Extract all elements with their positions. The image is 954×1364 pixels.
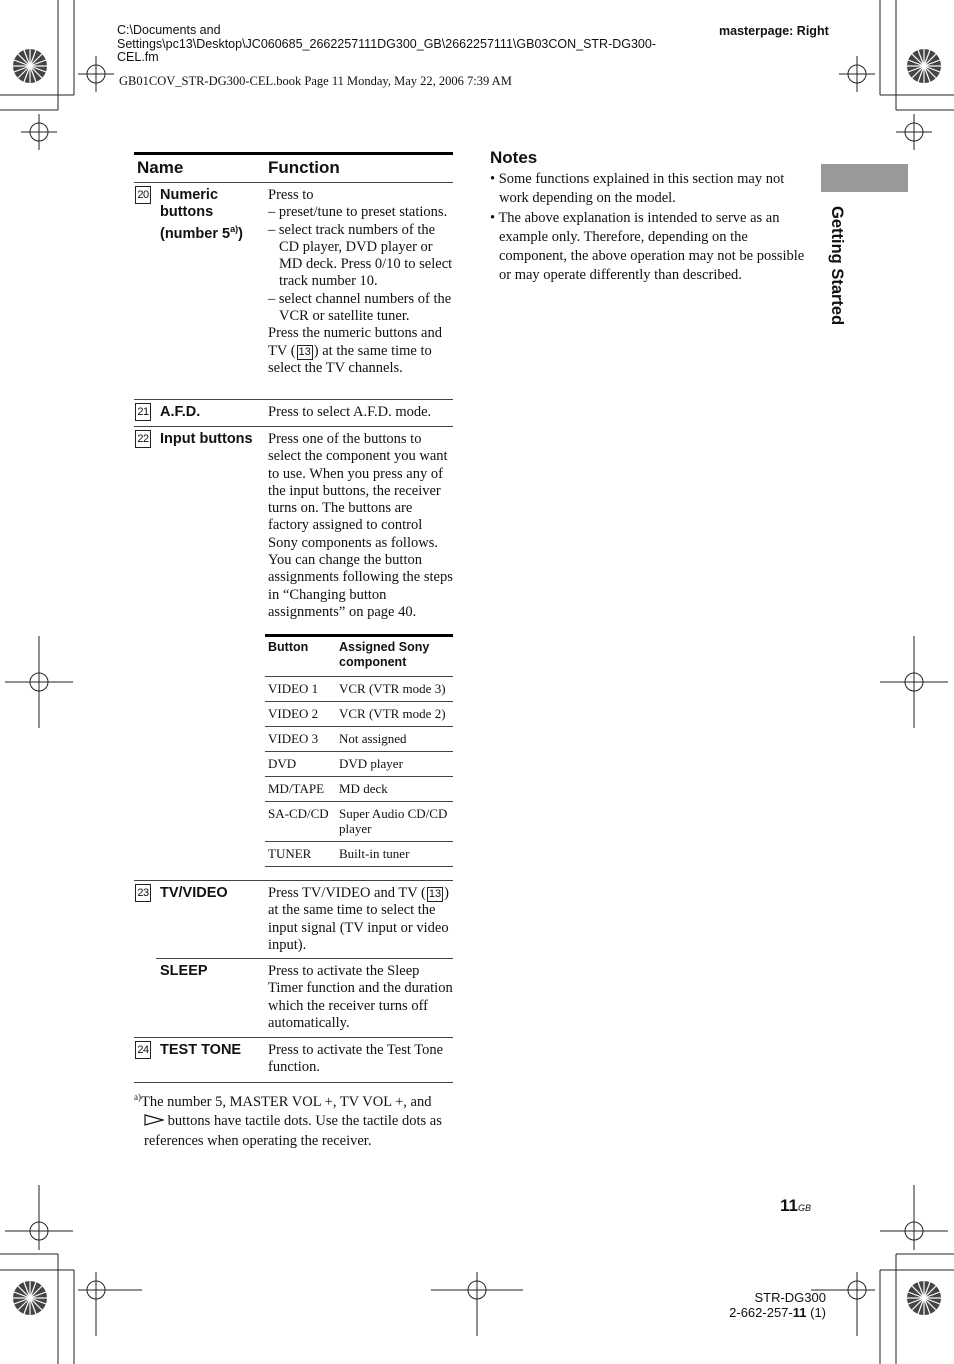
play-triangle-icon [144,1114,164,1126]
page-number: 11GB [780,1196,811,1215]
divider [265,776,453,777]
row-function-input-buttons: Press one of the buttons to select the component you want to use. When you press any of the input buttons, the receiver turns on. The buttons are factory assigned to control Sony components as follows. You can change the button assignments following the steps in “Changing button assignments” on page 40. [268,431,453,620]
divider [156,958,453,959]
divider [265,841,453,842]
ref-box: 13 [428,888,442,900]
row-number: 21 [135,403,151,421]
divider [134,426,453,427]
row-function-numeric-buttons: Press to – preset/tune to preset stations. – select track numbers of the CD player, DVD player or MD deck. Press 0/10 to select track number 10. – select channel numbers of the VCR or satellite tuner. Press the numeric buttons and TV ( 13 ) at the same time to select the TV channels. [268,187,453,376]
row-name-input-buttons: Input buttons [160,431,253,447]
model-info: STR-DG300 2-662-257-11 (1) [729,1290,826,1320]
subtable-header-component: Assigned Sony component [339,640,430,669]
row-number: 24 [135,1041,151,1059]
row-function-test-tone: Press to activate the Test Tone function. [268,1042,444,1076]
subtable-cell-component: MD deck [339,781,388,796]
target-top-left [78,56,114,92]
subtable-top-rule [265,634,453,637]
divider [265,676,453,677]
divider [265,751,453,752]
row-number: 22 [135,430,151,448]
row-function-tv-video: Press TV/VIDEO and TV ( 13 ) at the same time to select the input signal (TV input or video input). [268,885,449,953]
row-number: 23 [135,884,151,902]
divider [265,701,453,702]
divider [265,801,453,802]
section-tab-label: Getting Started [828,206,846,326]
subtable-cell-component: Not assigned [339,731,407,746]
subtable-cell-component: VCR (VTR mode 3) [339,681,446,696]
divider [134,880,453,881]
ref-box: 13 [298,345,311,358]
subtable-cell-component: DVD player [339,756,403,771]
note-item: • The above explanation is intended to serve as an example only. Therefore, depending on the component, the above operation may not be possible or may operate differently than described. [490,209,805,284]
divider [134,1037,453,1038]
row-name-afd: A.F.D. [160,404,201,420]
row-name-test-tone: TEST TONE [160,1042,242,1058]
notes-title: Notes [490,148,538,167]
col-header-function: Function [268,158,340,177]
section-tab-marker [821,164,908,192]
divider [265,726,453,727]
file-path: C:\Documents and Settings\pc13\Desktop\JC060685_2662257111DG300_GB\2662257111\GB03CON_STR-DG300-CEL.fm [117,23,657,64]
subtable-cell-button: SA-CD/CD [268,806,329,821]
subtable-cell-component: Built-in tuner [339,846,410,861]
subtable-header-button: Button [268,640,309,654]
subtable-cell-button: DVD [268,756,297,771]
footnote: $^{a)}$The number 5, MASTER VOL +, TV VOL +, and buttons have tactile dots. Use the tactile dots as references when operating the receiver. [134,1092,442,1149]
divider [134,399,453,400]
masterpage-label: masterpage: Right [719,24,829,38]
subtable-cell-button: MD/TAPE [268,781,325,796]
book-info: GB01COV_STR-DG300-CEL.book Page 11 Monday, May 22, 2006 7:39 AM [119,74,512,88]
divider [134,1082,453,1083]
divider [134,182,453,183]
subtable-cell-button: VIDEO 2 [268,706,319,721]
row-function-sleep: Press to activate the Sleep Timer function and the duration which the receiver turns off automatically. [268,963,453,1031]
row-name-tv-video: TV/VIDEO [160,885,228,901]
row-function-afd: Press to select A.F.D. mode. [268,404,432,420]
subtable-cell-button: VIDEO 3 [268,731,319,746]
divider [265,866,453,867]
row-name-numeric-buttons: Numeric buttons (number 5$^{a)}$) [160,187,243,242]
subtable-cell-button: TUNER [268,846,312,861]
subtable-cell-button: VIDEO 1 [268,681,319,696]
row-name-sleep: SLEEP [160,963,208,979]
subtable-cell-component: VCR (VTR mode 2) [339,706,446,721]
table-top-rule [134,152,453,155]
subtable-cell-component: Super Audio CD/CD player [339,806,448,836]
notes-list [490,170,812,286]
note-item: • Some functions explained in this section may not work depending on the model. [490,171,785,207]
col-header-name: Name [137,158,184,177]
row-number: 20 [135,186,151,204]
